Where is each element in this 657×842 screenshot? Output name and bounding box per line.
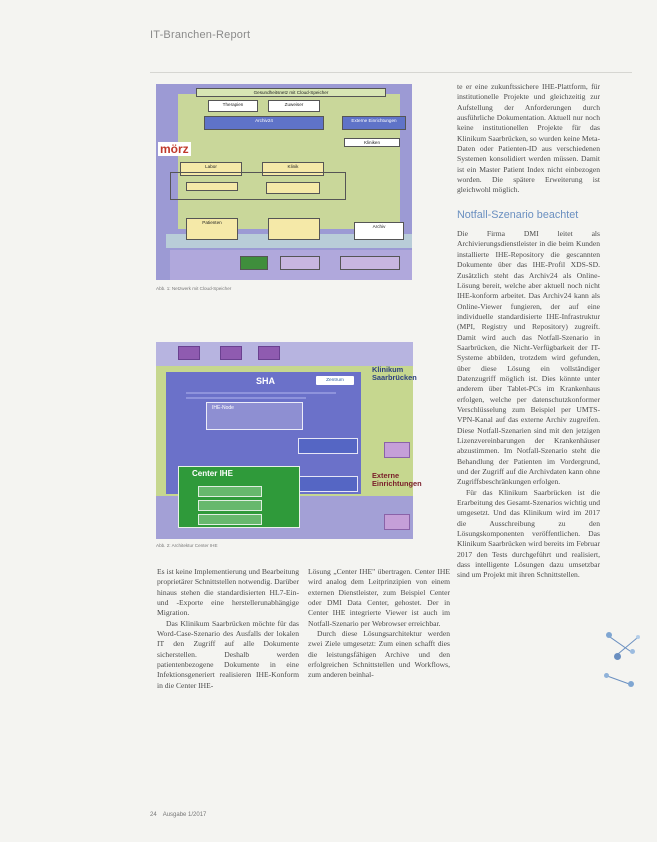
section-header: IT-Branchen-Report <box>150 29 251 41</box>
diagram-bottom-box-1 <box>280 256 320 270</box>
diagram-top-label: Gesundheitsnetz mit Cloud-Speicher <box>196 88 386 97</box>
left-paragraph-2: Das Klinikum Saarbrücken möchte für das Word-Case-Szenario des Ausfalls der lokalen IT den Zugriff auf alle Dokumente sicherstellen. Deshalb werden patientenbezogene Dokumente in eine Infektionsgeneriert realisieren IHE-Konform in die Center IHE- <box>157 618 299 690</box>
ihe-node-label: IHE-Node <box>212 405 234 411</box>
middle-paragraph-2: Durch diese Lösungsarchitektur werden zwei Ziele umgesetzt: Zum einen schafft dies die leistungsfähigen Archive und den erfolgreichen Schnittstellen und Workflows, zum anderen beinhal- <box>308 629 450 680</box>
diagram-box-archiv: Archiv <box>354 222 404 240</box>
diagram-box-labor: Labor <box>180 162 242 176</box>
left-paragraph-1: Es ist keine Implementierung und Bearbeitung proprietärer Schnittstellen notwendig. Darüber hinaus stehen die standardisierten HL7-Ein- und -Exporte eine herstellerunabhängige Migration. <box>157 567 299 618</box>
left-text-column <box>157 567 299 691</box>
diagram-green-box <box>240 256 268 270</box>
diagram-box-kliniken: Kliniken <box>344 138 400 147</box>
middle-text-column <box>308 567 450 681</box>
diagram2-pink-box-2 <box>384 514 410 530</box>
figure-1-diagram <box>156 84 412 280</box>
diagram2-pink-box-1 <box>384 442 410 458</box>
diagram-box-external: Externe Einrichtungen <box>342 116 406 130</box>
page-number: 24 <box>150 812 157 818</box>
center-ihe-title: Center IHE <box>192 469 233 478</box>
right-paragraph-2: Die Firma DMI leitet als Archivierungsdienstleister in die beim Kunden installierte IHE-Repository die gescannten Dokumente über das IHE-Profil XDS-SD. Zusätzlich steht das Archiv24 als Online-Lösung bereit, welche aber aktuell noch nicht IHE-konform arbeitet. Das Archiv24 kann als Online-Viewer fungieren, der auf eine individuelle standardisierte IHE-Infrastruktur (MPI, Registry und Repository) zugreift. Damit wird auch das Notfall-Szenario in Saarbrücken, die Nicht-Verfügbarkeit der IT-Systeme abbilden, trotzdem wird gefunden, über diese Lösung ein vollständiger Datenzugriff möglich ist. Dies könnte unter anderem über Tablet-PCs im Krankenhaus erfolgen, welche per datenschutzkonformer Verschlüsselung zum Beispiel per UMTS-VPN-Kanal auf das externe Archiv zugreifen. Diese Notfall-Szenarien sind mit den jetzigen Lizenzvereinbarungen der Krankenhäuser abzustimmen. Im Notfall-Szenario steht die Behandlung der Patienten im Vordergrund, und der Zugriff auf die Archivdaten kann ohne Zugriffsbeschränkungen erfolgen. <box>457 229 600 487</box>
diagram2-node-1 <box>178 346 200 360</box>
diagram-box-patienten: Patienten <box>186 218 238 240</box>
diagram-box-therapien: Therapien <box>208 100 258 112</box>
publication-info: Ausgabe 1/2017 <box>162 812 207 818</box>
figure-2-diagram <box>156 342 422 539</box>
figure-2-caption: Abb. 2: Architektur Center IHE <box>156 543 218 548</box>
diagram2-right-box-2 <box>298 476 358 492</box>
sha-line-1 <box>186 392 336 394</box>
page-footer <box>150 812 206 818</box>
diagram-box-zuweiser: Zuweiser <box>268 100 320 112</box>
diagram-box-klinik: Klinik <box>262 162 324 176</box>
figure-1-caption: Abb. 1: Netzwerk mit Cloud-Speicher <box>156 286 232 291</box>
zentrum-pill: Zentrum <box>316 376 354 385</box>
center-ihe-item-2 <box>198 500 262 511</box>
diagram-box-c2 <box>268 218 320 240</box>
right-paragraph-1: te er eine zukunftssichere IHE-Plattform, für institutionelle Projekte und gleichzeitig zur Aufstellung der Anforderungen durch ausführliche Dokumentation. Aktuell nur noch keine institutionellen Projekte für das Klinikum Saarbrücken, so wurden keine Meta-Daten oder Patienten-ID aus verschiedenen Systemen konsolidiert werden müssen. Damit ist ein Master Patient Index nicht einbezogen worden. Die spätere Erweiterung ist gleichwohl möglich. <box>457 82 600 195</box>
diagram2-node-3 <box>258 346 280 360</box>
section-heading: Notfall-Szenario beachtet <box>457 208 579 221</box>
diagram-frame <box>170 172 346 200</box>
right-paragraph-3: Für das Klinikum Saarbrücken ist die Erarbeitung des Gesamt-Szenarios wichtig und umgesetzt. Und das Klinikum wird im 2017 die Ausschreibung zu den Lösungskomponenten veröffentlichen. Das Klinikum Saarbrücken wird bereits im Februar 2017 den Tests durchgeführt und realisiert, dass intelligente Lösungen dazu umsetzbar sind um Projekt mit ihren Schnittstellen. <box>457 487 600 580</box>
moerz-logo: mörz <box>160 142 189 156</box>
header-divider <box>150 72 632 73</box>
diagram-bottom-box-2 <box>340 256 400 270</box>
diagram2-node-2 <box>220 346 242 360</box>
right-text-column <box>457 82 600 581</box>
sha-line-2 <box>186 397 306 399</box>
center-ihe-item-3 <box>198 514 262 525</box>
external-label: Externe Einrichtungen <box>372 471 422 488</box>
middle-paragraph-1: Lösung „Center IHE" übertragen. Center IHE wird analog dem Leitprinzipien von einem externen Dienstleister, zum Beispiel Center oder DMI Data Center, gehostet. Der in Center IHE integrierte Viewer ist auch im Notfall-Szenario per Webrowser erreichbar. <box>308 567 450 628</box>
klinikum-label: Klinikum Saarbrücken <box>372 365 417 382</box>
diagram2-right-box-1 <box>298 438 358 454</box>
sha-title: SHA <box>256 376 276 386</box>
center-ihe-item-1 <box>198 486 262 497</box>
molecule-decoration <box>598 615 648 705</box>
diagram-box-archiv24: Archiv24 <box>204 116 324 130</box>
